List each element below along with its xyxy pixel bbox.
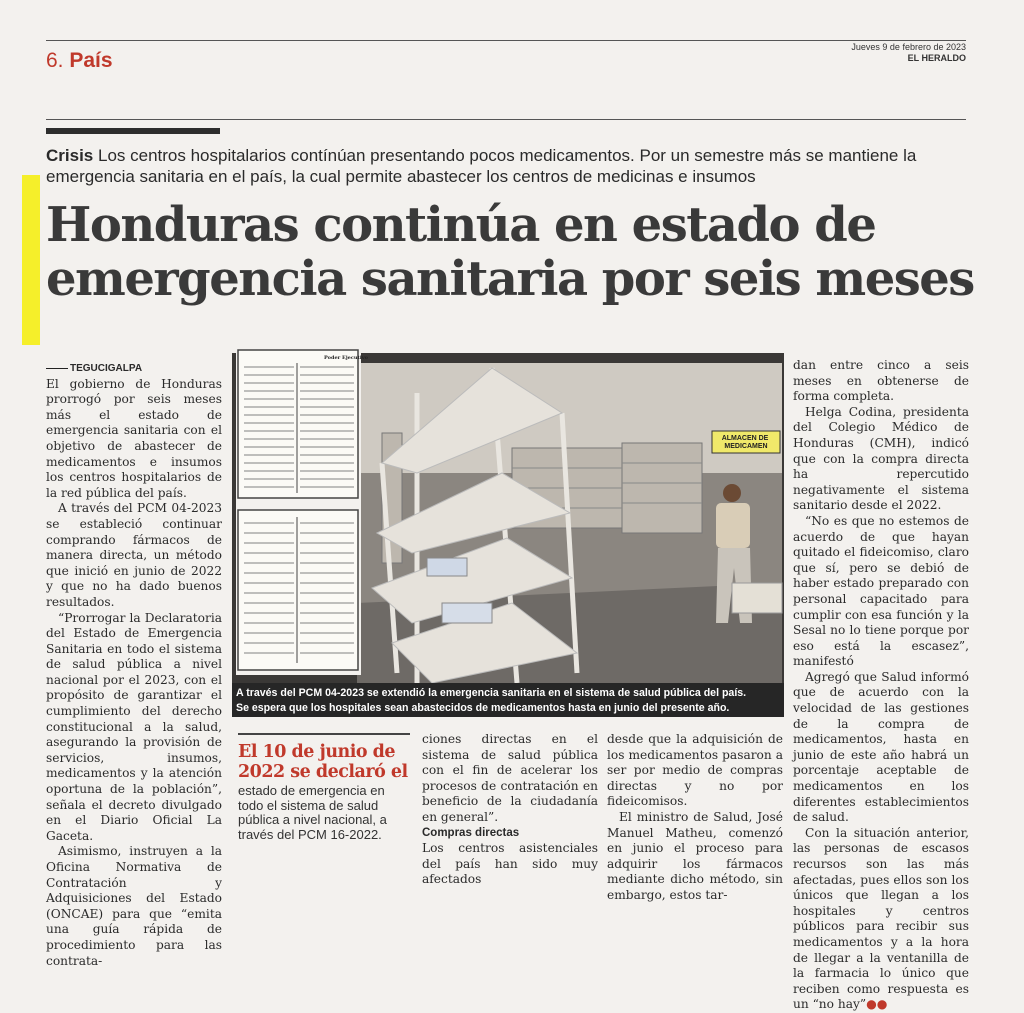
- page-number: 6.: [46, 49, 64, 72]
- section-rule: [46, 119, 966, 120]
- lead-text: Los centros hospitalarios contínúan presentando pocos medicamentos. Por un semestre más se mantiene la emergencia sanitaria en el país, la cual permite abastecer los centros de medicinas e insumos: [46, 146, 917, 186]
- pullquote-rule: [238, 733, 410, 735]
- paragraph: desde que la adquisición de los medicamentos pasaron a ser por medio de compras directas y no por fideicomisos.: [607, 732, 783, 809]
- dateline: [46, 360, 222, 377]
- pullquote-highlight: El 10 de junio de 2022 se declaró el: [238, 742, 408, 782]
- article-photo: [232, 353, 784, 717]
- article-lead: [46, 145, 976, 187]
- caption-line-1: A través del PCM 04-2023 se extendió la emergencia sanitaria en el sistema de salud pública del país.: [236, 687, 747, 699]
- doc-title: Poder Ejecutivo: [324, 355, 368, 361]
- headline-line-1: Honduras continúa en estado de: [46, 197, 876, 253]
- paragraph: Agregó que Salud informó que de acuerdo con la velocidad de las gestiones de la compra de medicamentos, hasta en junio de este año habrá un porcentaje aceptable de medicamentos en los diferentes establecimientos de salud.: [793, 669, 969, 825]
- caption-line-2: Se espera que los hospitales sean abastecidos de medicamentos hasta en junio del presente año.: [236, 702, 730, 714]
- column-3: [422, 732, 598, 888]
- paragraph: “Prorrogar la Declaratoria del Estado de Emergencia Sanitaria en todo el sistema de salud pública a nivel nacional por el 2023, con el propósito de garantizar el cumplimiento del derecho constitucional a la salud, asegurando la provisión de servicios, insumos, medicamentos y la atención oportuna de la población”, señala el decreto divulgado en el Diario Oficial La Gaceta.: [46, 610, 222, 843]
- headline-line-2: emergencia sanitaria por seis meses: [46, 251, 974, 307]
- paragraph: [793, 826, 969, 1013]
- warehouse-sign: ALMACEN DE MEDICAMEN: [721, 435, 769, 450]
- paragraph: A través del PCM 04-2023 se estableció continuar comprando fármacos de manera directa, un método que inició en junio de 2022 y que no ha dado buenos resultados.: [46, 501, 222, 609]
- paragraph: “No es que no estemos de acuerdo de que hayan quitado el fideicomiso, claro que sí, pero se debió de haber estado preparado con personal capacitado para cumplir con esa función y la Sesal no lo tiene porque por eso está la escasez”, manifestó: [793, 513, 969, 669]
- pullquote-body: estado de emergencia en todo el sistema de salud pública a nivel nacional, a través del PCM 16-2022.: [238, 783, 387, 842]
- edition-date: Jueves 9 de febrero de 2023: [851, 42, 966, 52]
- top-rule: [46, 40, 966, 41]
- column-4: [607, 732, 783, 904]
- highlighter-mark: [22, 175, 40, 345]
- section-name: País: [69, 49, 113, 72]
- edition-info: [851, 42, 966, 64]
- paragraph: El ministro de Salud, José Manuel Matheu, comenzó en junio el proceso para adquirir los fármacos mediante dicho método, sin embargo, estos tar-: [607, 809, 783, 902]
- newspaper-name: EL HERALDO: [907, 53, 966, 63]
- paragraph: El gobierno de Honduras prorrogó por seis meses más el estado de emergencia sanitaria con el objetivo de abastecer de medicamentos e insumos los centros hospitalarios de la red pública del país.: [46, 376, 222, 500]
- paragraph: Asimismo, instruyen a la Oficina Normativa de Contratación y Adquisiciones del Estado (ONCAE) para que “emita una guía rápida de procedimiento para las contrata-: [46, 844, 222, 968]
- lead-kicker: Crisis: [46, 146, 94, 165]
- subhead-compras-directas: Compras directas: [422, 826, 520, 839]
- headline: [46, 198, 1006, 306]
- paragraph-text: Con la situación anterior, las personas de escasos recursos son las más afectadas, pues ellos son los únicos que llegan a los hospitales y centros públicos para recibir sus medicamentos y a la hora de llegar a la ventanilla de la farmacia lo único que reciben como respuesta es un “no hay”: [793, 825, 969, 1012]
- decree-document-image: [236, 345, 368, 675]
- photo-caption: [236, 686, 780, 716]
- kicker-bar: [46, 128, 220, 134]
- column-1: [46, 360, 222, 969]
- paragraph: ciones directas en el sistema de salud pública con el fin de acelerar los procesos de contratación en beneficio de la ciudadanía en general”.: [422, 732, 598, 824]
- page-section-label: [46, 49, 113, 73]
- paragraph: Los centros asistenciales del país han sido muy afectados: [422, 841, 598, 887]
- paragraph: Helga Codina, presidenta del Colegio Médico de Honduras (CMH), indicó que con la compra directa ha repercutido negativamente el sistema sanitario desde el 2022.: [793, 404, 969, 513]
- column-5: [793, 358, 969, 1013]
- paragraph: dan entre cinco a seis meses en obtenerse de forma completa.: [793, 358, 969, 404]
- end-mark-icon: ●●: [866, 997, 888, 1012]
- dateline-text: TEGUCIGALPA: [46, 363, 142, 374]
